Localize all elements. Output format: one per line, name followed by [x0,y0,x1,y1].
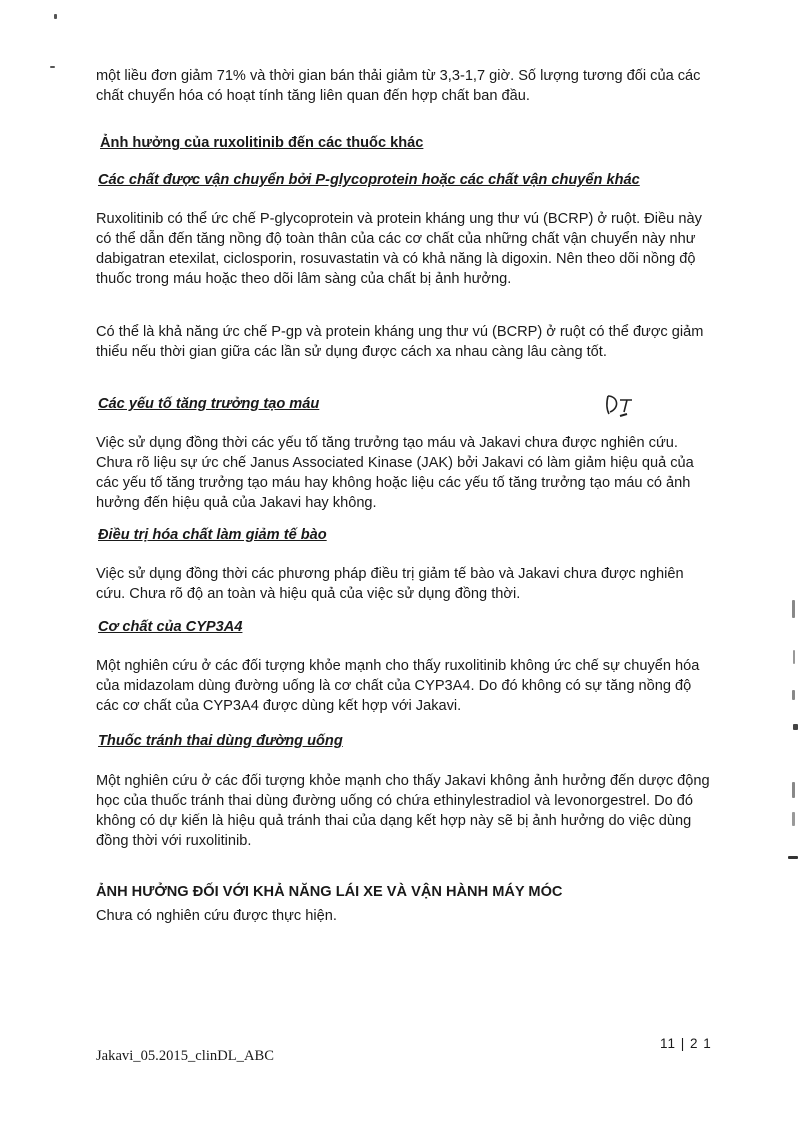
subsection-heading-contraceptives: Thuốc tránh thai dùng đường uống [98,733,343,749]
footer-page-number: 11 | 2 1 [660,1036,712,1051]
scan-mark [792,812,795,826]
subsection-heading-growth-factors: Các yếu tố tăng trưởng tạo máu [98,396,320,412]
paragraph-cytoreductive: Việc sử dụng đồng thời các phương pháp điều trị giảm tế bào và Jakavi chưa được nghiên cứu. Chưa rõ độ an toàn và hiệu quả của việc sử dụng đồng thời. [96,566,684,602]
scan-mark [792,690,795,700]
scan-mark [54,14,57,19]
scan-mark [792,600,795,618]
scan-mark [793,724,798,730]
footer-document-id: Jakavi_05.2015_clinDL_ABC [96,1048,274,1064]
scan-mark [792,782,795,798]
scan-mark [793,650,795,664]
paragraph-driving: Chưa có nghiên cứu được thực hiện. [96,908,337,924]
subsection-heading-cytoreductive: Điều trị hóa chất làm giảm tế bào [98,527,327,543]
scan-mark [50,66,55,68]
paragraph-pgp-2: Có thể là khả năng ức chế P-gp và protein kháng ung thư vú (BCRP) ở ruột có thể được giảm thiểu nếu thời gian giữa các lần sử dụng được cách xa nhau càng lâu càng tốt. [96,324,704,360]
section-heading-driving: ẢNH HƯỞNG ĐỐI VỚI KHẢ NĂNG LÁI XE VÀ VẬN HÀNH MÁY MÓC [96,884,563,900]
paragraph-cyp3a4: Một nghiên cứu ở các đối tượng khỏe mạnh cho thấy ruxolitinib không ức chế sự chuyển hóa của midazolam dùng đường uống là cơ chất của CYP3A4. Do đó không có sự tăng nồng độ các cơ chất của CYP3A4 được dùng kết hợp với Jakavi. [96,658,700,714]
intro-paragraph: một liều đơn giảm 71% và thời gian bán thải giảm từ 3,3-1,7 giờ. Số lượng tương đối của các chất chuyển hóa có hoạt tính tăng liên quan đến hợp chất ban đầu. [96,68,701,104]
subsection-heading-pgp: Các chất được vận chuyển bởi P-glycoprotein hoặc các chất vận chuyển khác [98,172,640,188]
paragraph-contraceptives: Một nghiên cứu ở các đối tượng khỏe mạnh cho thấy Jakavi không ảnh hưởng đến dược động học của thuốc tránh thai dùng đường uống có chứa ethinylestradiol và levonorgestrel. Do đó không có dự kiến là hiệu quả tránh thai của dạng kết hợp này sẽ bị ảnh hưởng do việc dùng đồng thời với ruxolitinib. [96,773,710,849]
section-heading-main: Ảnh hưởng của ruxolitinib đến các thuốc khác [100,135,424,151]
scan-mark [788,856,798,859]
subsection-heading-cyp3a4: Cơ chất của CYP3A4 [98,619,243,635]
paragraph-growth-factors: Việc sử dụng đồng thời các yếu tố tăng trưởng tạo máu và Jakavi chưa được nghiên cứu. Chưa rõ liệu sự ức chế Janus Associated Kinase (JAK) bởi Jakavi có làm giảm hiệu quả của các yếu tố tăng trưởng tạo máu hay không hoặc liệu các yếu tố tăng trưởng tạo máu có ảnh hưởng đến hiệu quả của Jakavi hay không. [96,435,694,511]
handwritten-initials [600,390,640,424]
paragraph-pgp-1: Ruxolitinib có thể ức chế P-glycoprotein và protein kháng ung thư vú (BCRP) ở ruột. Điều này có thể dẫn đến tăng nồng độ toàn thân của các cơ chất của những chất vận chuyển này như dabigatran etexilat, ciclosporin, rosuvastatin và có khả năng là digoxin. Nên theo dõi nồng độ thuốc trong máu hoặc theo dõi lâm sàng của chất bị ảnh hưởng. [96,211,702,287]
